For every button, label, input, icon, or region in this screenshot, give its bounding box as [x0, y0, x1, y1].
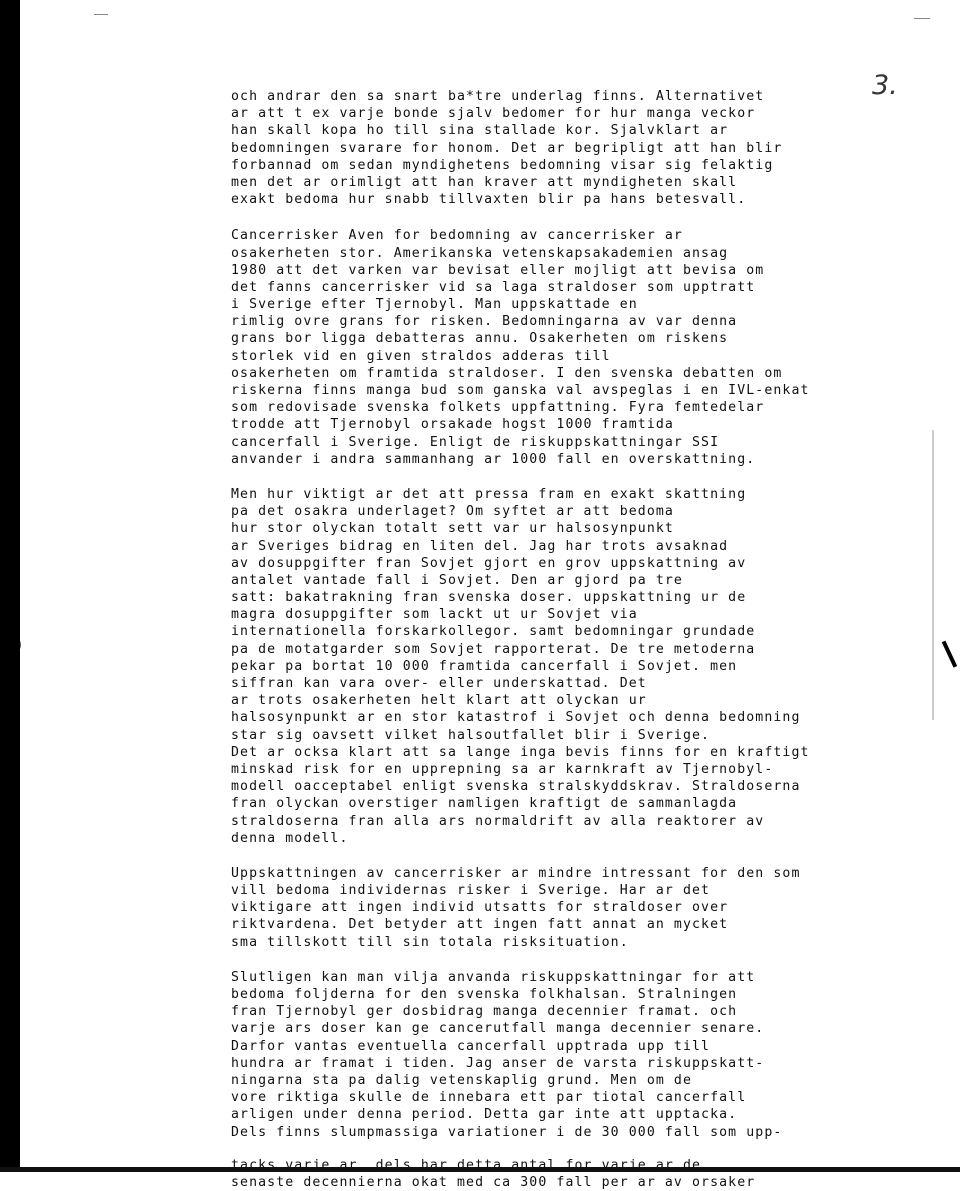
scan-mark-top-right: [914, 18, 930, 19]
text-line: siffran kan vara over- eller underskattad. Det: [231, 676, 647, 691]
text-line: viktigare att ingen individ utsatts for straldoser over: [231, 900, 729, 916]
text-line: anvander i andra sammanhang ar 1000 fall en overskattning.: [231, 451, 756, 467]
text-line: 1980 att det varken var bevisat eller mojligt att bevisa om: [231, 262, 765, 278]
margin-rule: [932, 430, 934, 720]
text-line: Slutligen kan man vilja anvanda riskuppskattningar for att: [231, 969, 756, 985]
text-line: Uppskattningen av cancerrisker ar mindre intressant for den som: [231, 865, 801, 881]
text-line: Det ar ocksa klart att sa lange inga bevis finns for en kraftigt: [231, 744, 810, 760]
text-line: straldoserna fran alla ars normaldrift av alla reaktorer av: [231, 813, 765, 829]
scan-edge-left: [0, 0, 20, 1170]
paragraph-5: [231, 969, 891, 1141]
text-line: som redovisade svenska folkets uppfattning. Fyra femtedelar: [231, 400, 765, 416]
margin-mark-right: [942, 636, 960, 667]
text-line: Cancerrisker Aven for bedomning av cancerrisker ar: [231, 228, 683, 244]
text-line: exakt bedoma hur snabb tillvaxten blir pa hans betesvall.: [231, 192, 747, 208]
text-line: magra dosuppgifter som lackt ut ur Sovjet via: [231, 607, 638, 623]
paragraph-4: [231, 865, 891, 951]
text-line: cancerfall i Sverige. Enligt de riskuppskattningar SSI: [231, 434, 720, 450]
text-line: pekar pa bortat 10 000 framtida cancerfall i Sovjet. men: [231, 658, 738, 674]
document-body: [231, 88, 891, 1191]
text-line: osakerheten om framtida straldoser. I den svenska debatten om: [231, 365, 783, 381]
text-line: men det ar orimligt att han kraver att myndigheten skall: [231, 174, 738, 190]
text-line: antalet vantade fall i Sovjet. Den ar gjord pa tre: [231, 572, 683, 588]
text-line: ar Sveriges bidrag en liten del. Jag har trots avsaknad: [231, 538, 729, 554]
text-line: av dosuppgifter fran Sovjet gjort en grov uppskattning av: [231, 555, 747, 571]
text-line: internationella forskarkollegor. samt bedomningar grundade: [231, 624, 756, 640]
text-line: osakerheten stor. Amerikanska vetenskapsakademien ansag: [231, 245, 729, 261]
text-line: senaste decennierna okat med ca 300 fall per ar av orsaker: [231, 1174, 756, 1190]
text-line: tacks varje ar. dels har detta antal for varje ar de: [231, 1157, 702, 1173]
text-line: storlek vid en given straldos adderas till: [231, 348, 611, 364]
text-line: ar att t ex varje bonde sjalv bedomer for hur manga veckor: [231, 106, 756, 122]
text-line: Darfor vantas eventuella cancerfall upptrada upp till: [231, 1038, 711, 1054]
text-line: riskerna finns manga bud som ganska val avspeglas i en IVL-enkat: [231, 383, 810, 398]
text-line: riktvardena. Det betyder att ingen fatt annat an mycket: [231, 917, 729, 933]
text-line: det fanns cancerrisker vid sa laga straldoser som upptratt: [231, 279, 756, 295]
text-line: fran olyckan overstiger namligen kraftigt de sammanlagda: [231, 796, 738, 812]
text-line: i Sverige efter Tjernobyl. Man uppskattade en: [231, 297, 638, 313]
text-line: minskad risk for en upprepning sa ar karnkraft av Tjernobyl-: [231, 761, 774, 777]
paragraph-3: [231, 486, 891, 847]
text-line: varje ars doser kan ge cancerutfall manga decennier senare.: [231, 1021, 765, 1037]
text-line: arligen under denna period. Detta gar inte att upptacka.: [231, 1107, 738, 1123]
text-line: rimlig ovre grans for risken. Bedomningarna av var denna: [231, 314, 738, 330]
text-line: trodde att Tjernobyl orsakade hogst 1000 framtida: [231, 417, 674, 433]
text-line: pa det osakra underlaget? Om syftet ar att bedoma: [231, 504, 674, 520]
text-line: hur stor olyckan totalt sett var ur halsosynpunkt: [231, 521, 674, 537]
text-line: Men hur viktigt ar det att pressa fram en exakt skattning: [231, 486, 747, 502]
paragraph-2: [231, 227, 891, 468]
text-line: hundra ar framat i tiden. Jag anser de varsta riskuppskatt-: [231, 1055, 765, 1071]
text-line: halsosynpunkt ar en stor katastrof i Sovjet och denna bedomning: [231, 710, 801, 726]
text-line: modell oacceptabel enligt svenska stralskyddskrav. Straldoserna: [231, 779, 801, 795]
text-line: fran Tjernobyl ger dosbidrag manga decennier framat. och: [231, 1004, 738, 1020]
text-line: ar trots osakerheten helt klart att olyckan ur: [231, 693, 647, 709]
text-line: han skall kopa ho till sina stallade kor. Sjalvklart ar: [231, 123, 729, 139]
page-number: 3.: [872, 70, 898, 101]
text-line: satt: bakatrakning fran svenska doser. uppskattning ur de: [231, 590, 747, 606]
text-line: bedoma foljderna for den svenska folkhalsan. Stralningen: [231, 987, 738, 1002]
text-line: vore riktiga skulle de innebara ett par tiotal cancerfall: [231, 1090, 747, 1106]
text-line: pa de motatgarder som Sovjet rapporterat. De tre metoderna: [231, 641, 756, 657]
text-line: star sig oavsett vilket halsoutfallet blir i Sverige.: [231, 727, 711, 743]
text-line: sma tillskott till sin totala risksituation.: [231, 934, 629, 950]
text-line: ningarna sta pa dalig vetenskaplig grund. Men om de: [231, 1072, 693, 1088]
text-line: Dels finns slumpmassiga variationer i de 30 000 fall som upp-: [231, 1124, 783, 1140]
scan-mark-top-left: [94, 14, 108, 15]
text-line: bedomningen svarare for honom. Det ar begripligt att han blir: [231, 140, 783, 156]
text-line: och andrar den sa snart ba*tre underlag finns. Alternativet: [231, 89, 765, 104]
paragraph-1: [231, 88, 891, 208]
text-line: vill bedoma individernas risker i Sverige. Har ar det: [231, 883, 711, 899]
text-line: denna modell.: [231, 830, 349, 846]
paragraph-6: [231, 1157, 891, 1191]
text-line: forbannad om sedan myndighetens bedomning visar sig felaktig: [231, 157, 774, 173]
text-line: grans bor ligga debatteras annu. Osakerheten om riskens: [231, 331, 729, 347]
